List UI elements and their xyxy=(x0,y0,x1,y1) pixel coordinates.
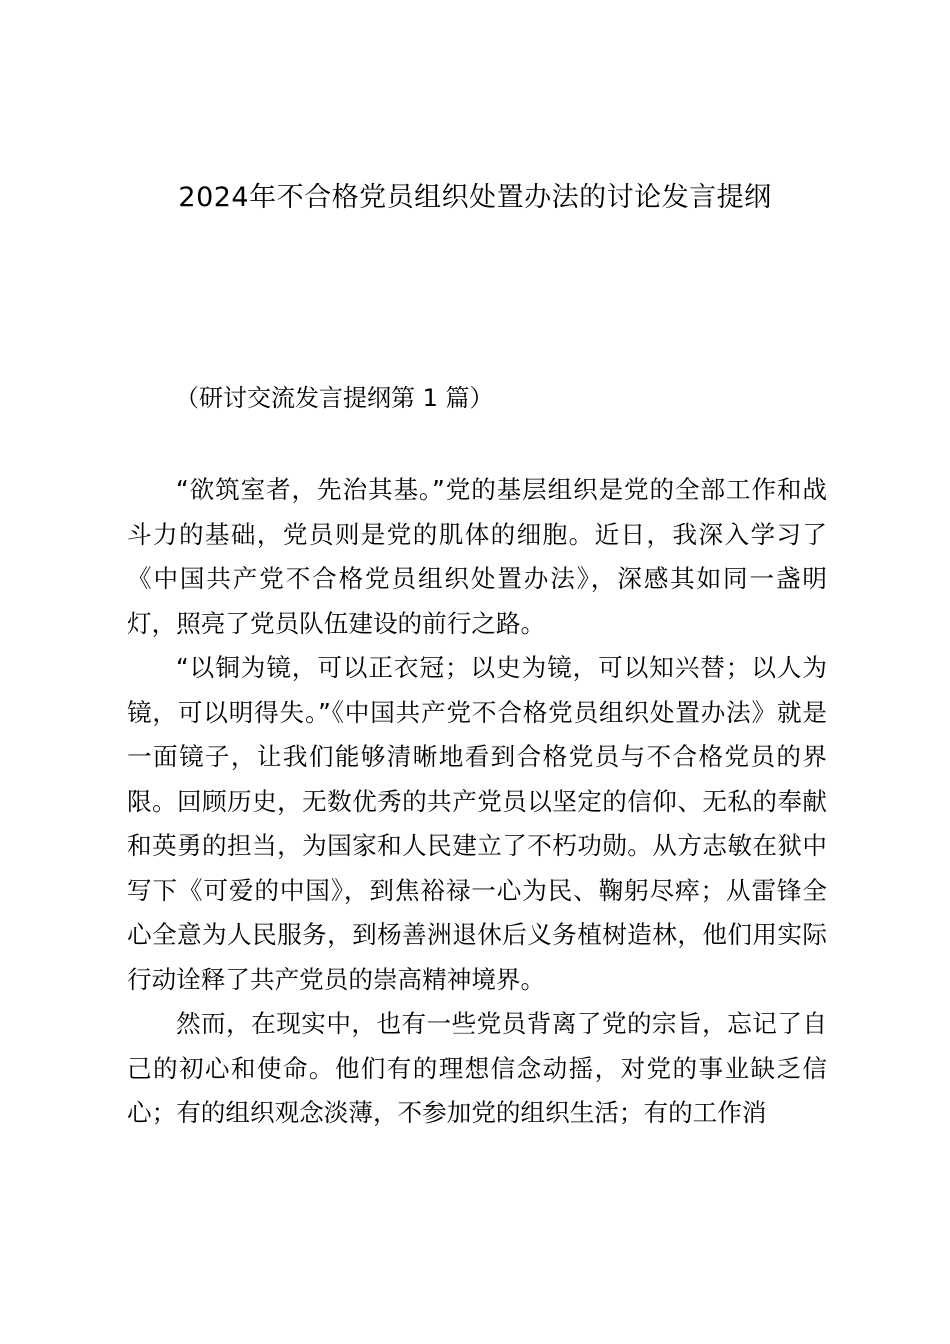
body-paragraph-3: 然而，在现实中，也有一些党员背离了党的宗旨，忘记了自己的初心和使命。他们有的理想信念动摇，对党的事业缺乏信心；有的组织观念淡薄，不参加党的组织生活；有的工作消 xyxy=(127,1009,827,1127)
body-paragraph-2: “以铜为镜，可以正衣冠；以史为镜，可以知兴替；以人为镜，可以明得失。”《中国共产党不合格党员组织处置办法》就是一面镜子，让我们能够清晰地看到合格党员与不合格党员的界限。回顾历史，无数优秀的共产党员以坚定的信仰、无私的奉献和英勇的担当，为国家和人民建立了不朽功勋。从方志敏在狱中写下《可爱的中国》，到焦裕禄一心为民、鞠躬尽瘁；从雷锋全心全意为人民服务，到杨善洲退休后义务植树造林，他们用实际行动诠释了共产党员的崇高精神境界。 xyxy=(127,653,827,994)
document-subtitle: （研讨交流发言提纲第 1 篇） xyxy=(175,384,494,412)
document-body xyxy=(127,468,827,1136)
body-paragraph-1: “欲筑室者，先治其基。”党的基层组织是党的全部工作和战斗力的基础，党员则是党的肌体的细胞。近日，我深入学习了《中国共产党不合格党员组织处置办法》，深感其如同一盏明灯，照亮了党员队伍建设的前行之路。 xyxy=(127,475,827,638)
document-title: 2024年不合格党员组织处置办法的讨论发言提纲 xyxy=(178,182,772,213)
